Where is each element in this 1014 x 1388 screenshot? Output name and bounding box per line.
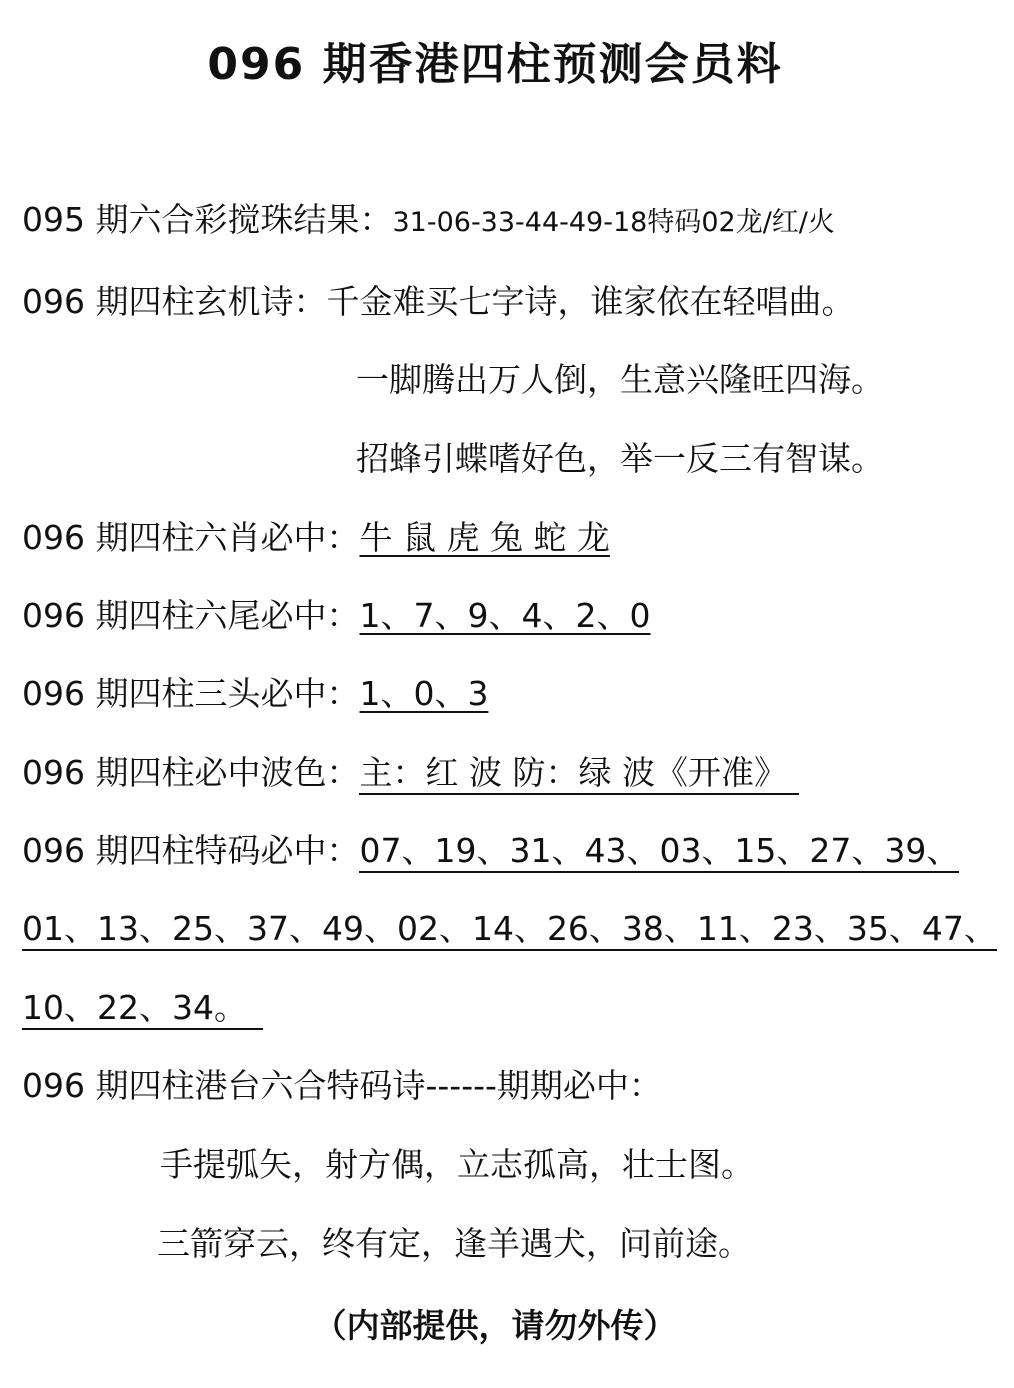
heads-label: 096 期四柱三头必中：: [22, 674, 360, 713]
color-label: 096 期四柱必中波色：: [22, 753, 360, 792]
special-row: [22, 829, 959, 873]
hk-poem-line-1: 手提弧矢，射方偶，立志孤高，壮士图。: [160, 1145, 754, 1184]
poem-row: [22, 280, 854, 324]
heads-value: 1、0、3: [359, 674, 489, 713]
special-line-3: 10、22、34。: [22, 988, 263, 1030]
tails-value: 1、7、9、4、2、0: [359, 596, 651, 635]
poem-line-1: 千金难买七字诗，谁家依在轻唱曲。: [326, 282, 855, 321]
result-value: 31-06-33-44-49-18特码02龙/红/火: [392, 207, 835, 238]
hk-poem-line-2: 三箭穿云，终有定，逢羊遇犬，问前途。: [157, 1224, 751, 1263]
poem-line-2: 一脚腾出万人倒，生意兴隆旺四海。: [356, 360, 884, 399]
tails-row: [22, 594, 650, 638]
zodiac-value: 牛 鼠 虎 兔 蛇 龙: [359, 518, 610, 557]
hk-poem-label: 096 期四柱港台六合特码诗------期期必中：: [22, 1066, 662, 1105]
special-row-2: [22, 907, 997, 951]
zodiac-label: 096 期四柱六肖必中：: [22, 518, 360, 557]
color-value: 主：红 波 防：绿 波《开准》: [359, 753, 798, 795]
special-label: 096 期四柱特码必中：: [22, 831, 360, 870]
poem-label: 096 期四柱玄机诗：: [22, 282, 327, 321]
tails-label: 096 期四柱六尾必中：: [22, 596, 360, 635]
poem-line-3: 招蜂引蝶嗜好色，举一反三有智谋。: [356, 439, 884, 478]
color-row: [22, 751, 799, 795]
special-row-3: [22, 986, 263, 1030]
footer-note: （内部提供，请勿外传）: [313, 1306, 677, 1345]
special-line-2: 01、13、25、37、49、02、14、26、38、11、23、35、47、: [22, 909, 997, 951]
zodiac-row: [22, 516, 610, 560]
heads-row: [22, 672, 488, 716]
page-title: 096 期香港四柱预测会员料: [207, 39, 783, 90]
special-line-1: 07、19、31、43、03、15、27、39、: [359, 831, 959, 873]
result-label: 095 期六合彩搅珠结果：: [22, 200, 393, 239]
result-row: [22, 198, 835, 245]
